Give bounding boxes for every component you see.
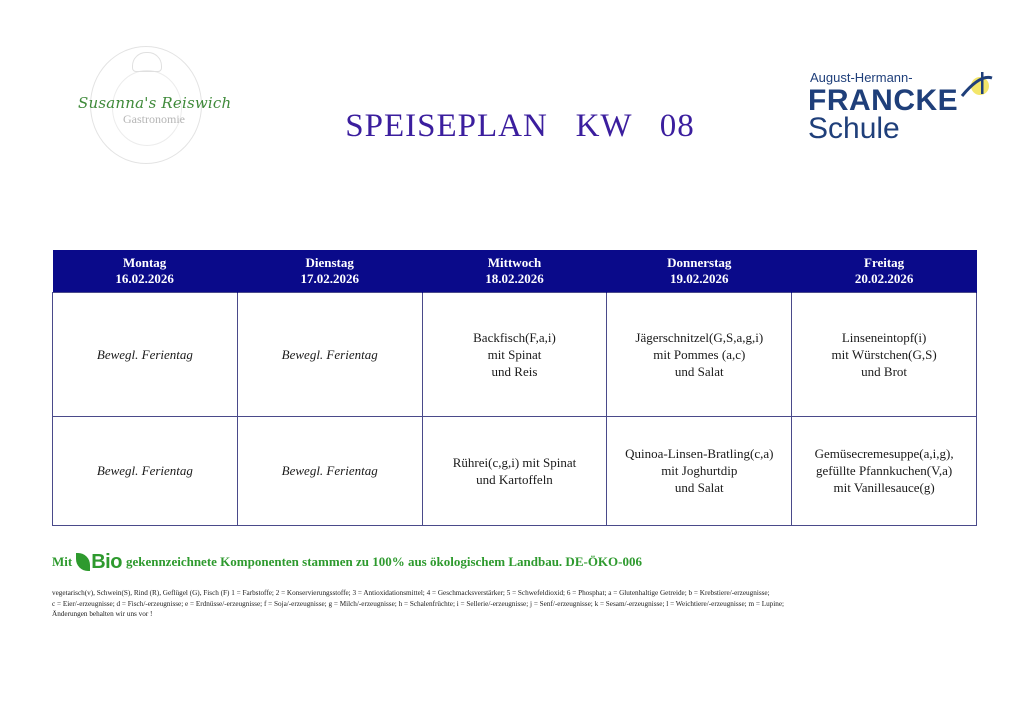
day-header-donnerstag	[607, 250, 792, 292]
dish-line: und Kartoffeln	[476, 471, 553, 487]
dish-line: Jägerschnitzel(G,S,a,g,i)	[635, 329, 764, 345]
leaf-icon	[76, 553, 90, 571]
dish-line: mit Würstchen(G,S)	[831, 346, 937, 362]
sunrise-icon	[954, 70, 994, 110]
menu-cell	[53, 416, 238, 525]
dish-line: Bewegl. Ferientag	[96, 463, 193, 478]
menu-table	[52, 250, 977, 526]
day-name: Freitag	[864, 254, 905, 270]
chef-hat-icon	[132, 52, 162, 72]
caterer-logo	[78, 46, 238, 166]
legend-line: Änderungen behalten wir uns vor !	[52, 610, 153, 618]
day-header-mittwoch	[422, 250, 607, 292]
menu-cell	[237, 416, 422, 525]
day-date: 16.02.2026	[115, 270, 174, 286]
dish-line: Quinoa-Linsen-Bratling(c,a)	[625, 446, 774, 461]
dish-line: Gemüsecremesuppe(a,i,g),	[814, 446, 954, 461]
bio-note-prefix: Mit	[52, 554, 73, 569]
legend-line: vegetarisch(v), Schwein(S), Rind (R), Geflügel (G), Fisch (F) 1 = Farbstoffe; 2 = Konservierungsstoffe; 3 = Antioxidationsmittel; 4 = Geschmacksverstärker; 5 = Schwefeldioxid; 6 = Phosphat; a = Glutenhaltige Getreide; b = Krebstiere/-erzeugnisse;	[52, 589, 770, 597]
dish-line: gefüllte Pfannkuchen(V,a)	[815, 463, 953, 478]
menu-cell	[607, 292, 792, 416]
dish-line: mit Pommes (a,c)	[653, 346, 746, 362]
day-date: 19.02.2026	[670, 270, 729, 286]
school-logo	[804, 66, 1004, 156]
legend-line: c = Eier/-erzeugnisse; d = Fisch/-erzeugnisse; e = Erdnüsse/-erzeugnisse; f = Soja/-erzeugnisse; g = Milch/-erzeugnisse; h = Schalenfrüchte; i = Sellerie/-erzeugnisse; j = Senf/-erzeugnisse; k = Sesam/-erzeugnisse; l = Weichtiere/-erzeugnisse; m = Lupine;	[52, 599, 785, 608]
dish-line: und Reis	[491, 363, 538, 379]
dish-line: Bewegl. Ferientag	[281, 346, 378, 362]
dish-line: Bewegl. Ferientag	[96, 346, 193, 362]
day-header-freitag	[792, 250, 977, 292]
caterer-logo-name: Susanna's Reiswich	[78, 94, 232, 112]
day-date: 18.02.2026	[485, 270, 544, 286]
menu-cell	[53, 292, 238, 416]
bio-note-text: gekennzeichnete Komponenten stammen zu 100% aus ökologischem Landbau. DE-ÖKO-006	[125, 554, 642, 569]
menu-header-row	[53, 250, 977, 292]
day-header-dienstag	[237, 250, 422, 292]
menu-row-2	[53, 416, 977, 525]
menu-row-1	[53, 292, 977, 416]
day-name: Donnerstag	[667, 254, 732, 270]
day-date: 17.02.2026	[300, 270, 359, 286]
menu-cell	[237, 292, 422, 416]
school-logo-line1: August-Hermann-	[810, 70, 913, 85]
day-name: Dienstag	[305, 254, 354, 270]
menu-cell	[422, 416, 607, 525]
menu-cell	[792, 416, 977, 525]
bio-logo-text: Bio	[91, 550, 122, 573]
day-name: Montag	[122, 254, 167, 270]
school-logo-line3: Schule	[808, 112, 900, 145]
day-name: Mittwoch	[487, 254, 542, 270]
menu-cell	[607, 416, 792, 525]
menu-cell	[422, 292, 607, 416]
dish-line: mit Vanillesauce(g)	[833, 480, 935, 495]
menu-cell	[792, 292, 977, 416]
dish-line: Linseneintopf(i)	[841, 329, 927, 345]
dish-line: und Salat	[674, 363, 724, 379]
allergen-legend	[52, 588, 1002, 620]
bio-note	[52, 551, 642, 573]
caterer-logo-subtitle: Gastronomie	[123, 112, 185, 126]
bio-logo	[76, 551, 122, 573]
dish-line: und Brot	[861, 363, 908, 379]
dish-line: mit Joghurtdip	[661, 463, 738, 478]
dish-line: Backfisch(F,a,i)	[473, 329, 556, 345]
dish-line: Rührei(c,g,i) mit Spinat	[452, 454, 577, 470]
dish-line: und Salat	[674, 480, 724, 495]
dish-line: mit Spinat	[487, 346, 542, 362]
school-logo-line2: FRANCKE	[808, 84, 959, 117]
day-header-montag	[53, 250, 238, 292]
page-title: SPEISEPLAN KW 08	[345, 108, 695, 144]
day-date: 20.02.2026	[854, 270, 914, 286]
dish-line: Bewegl. Ferientag	[281, 463, 378, 478]
